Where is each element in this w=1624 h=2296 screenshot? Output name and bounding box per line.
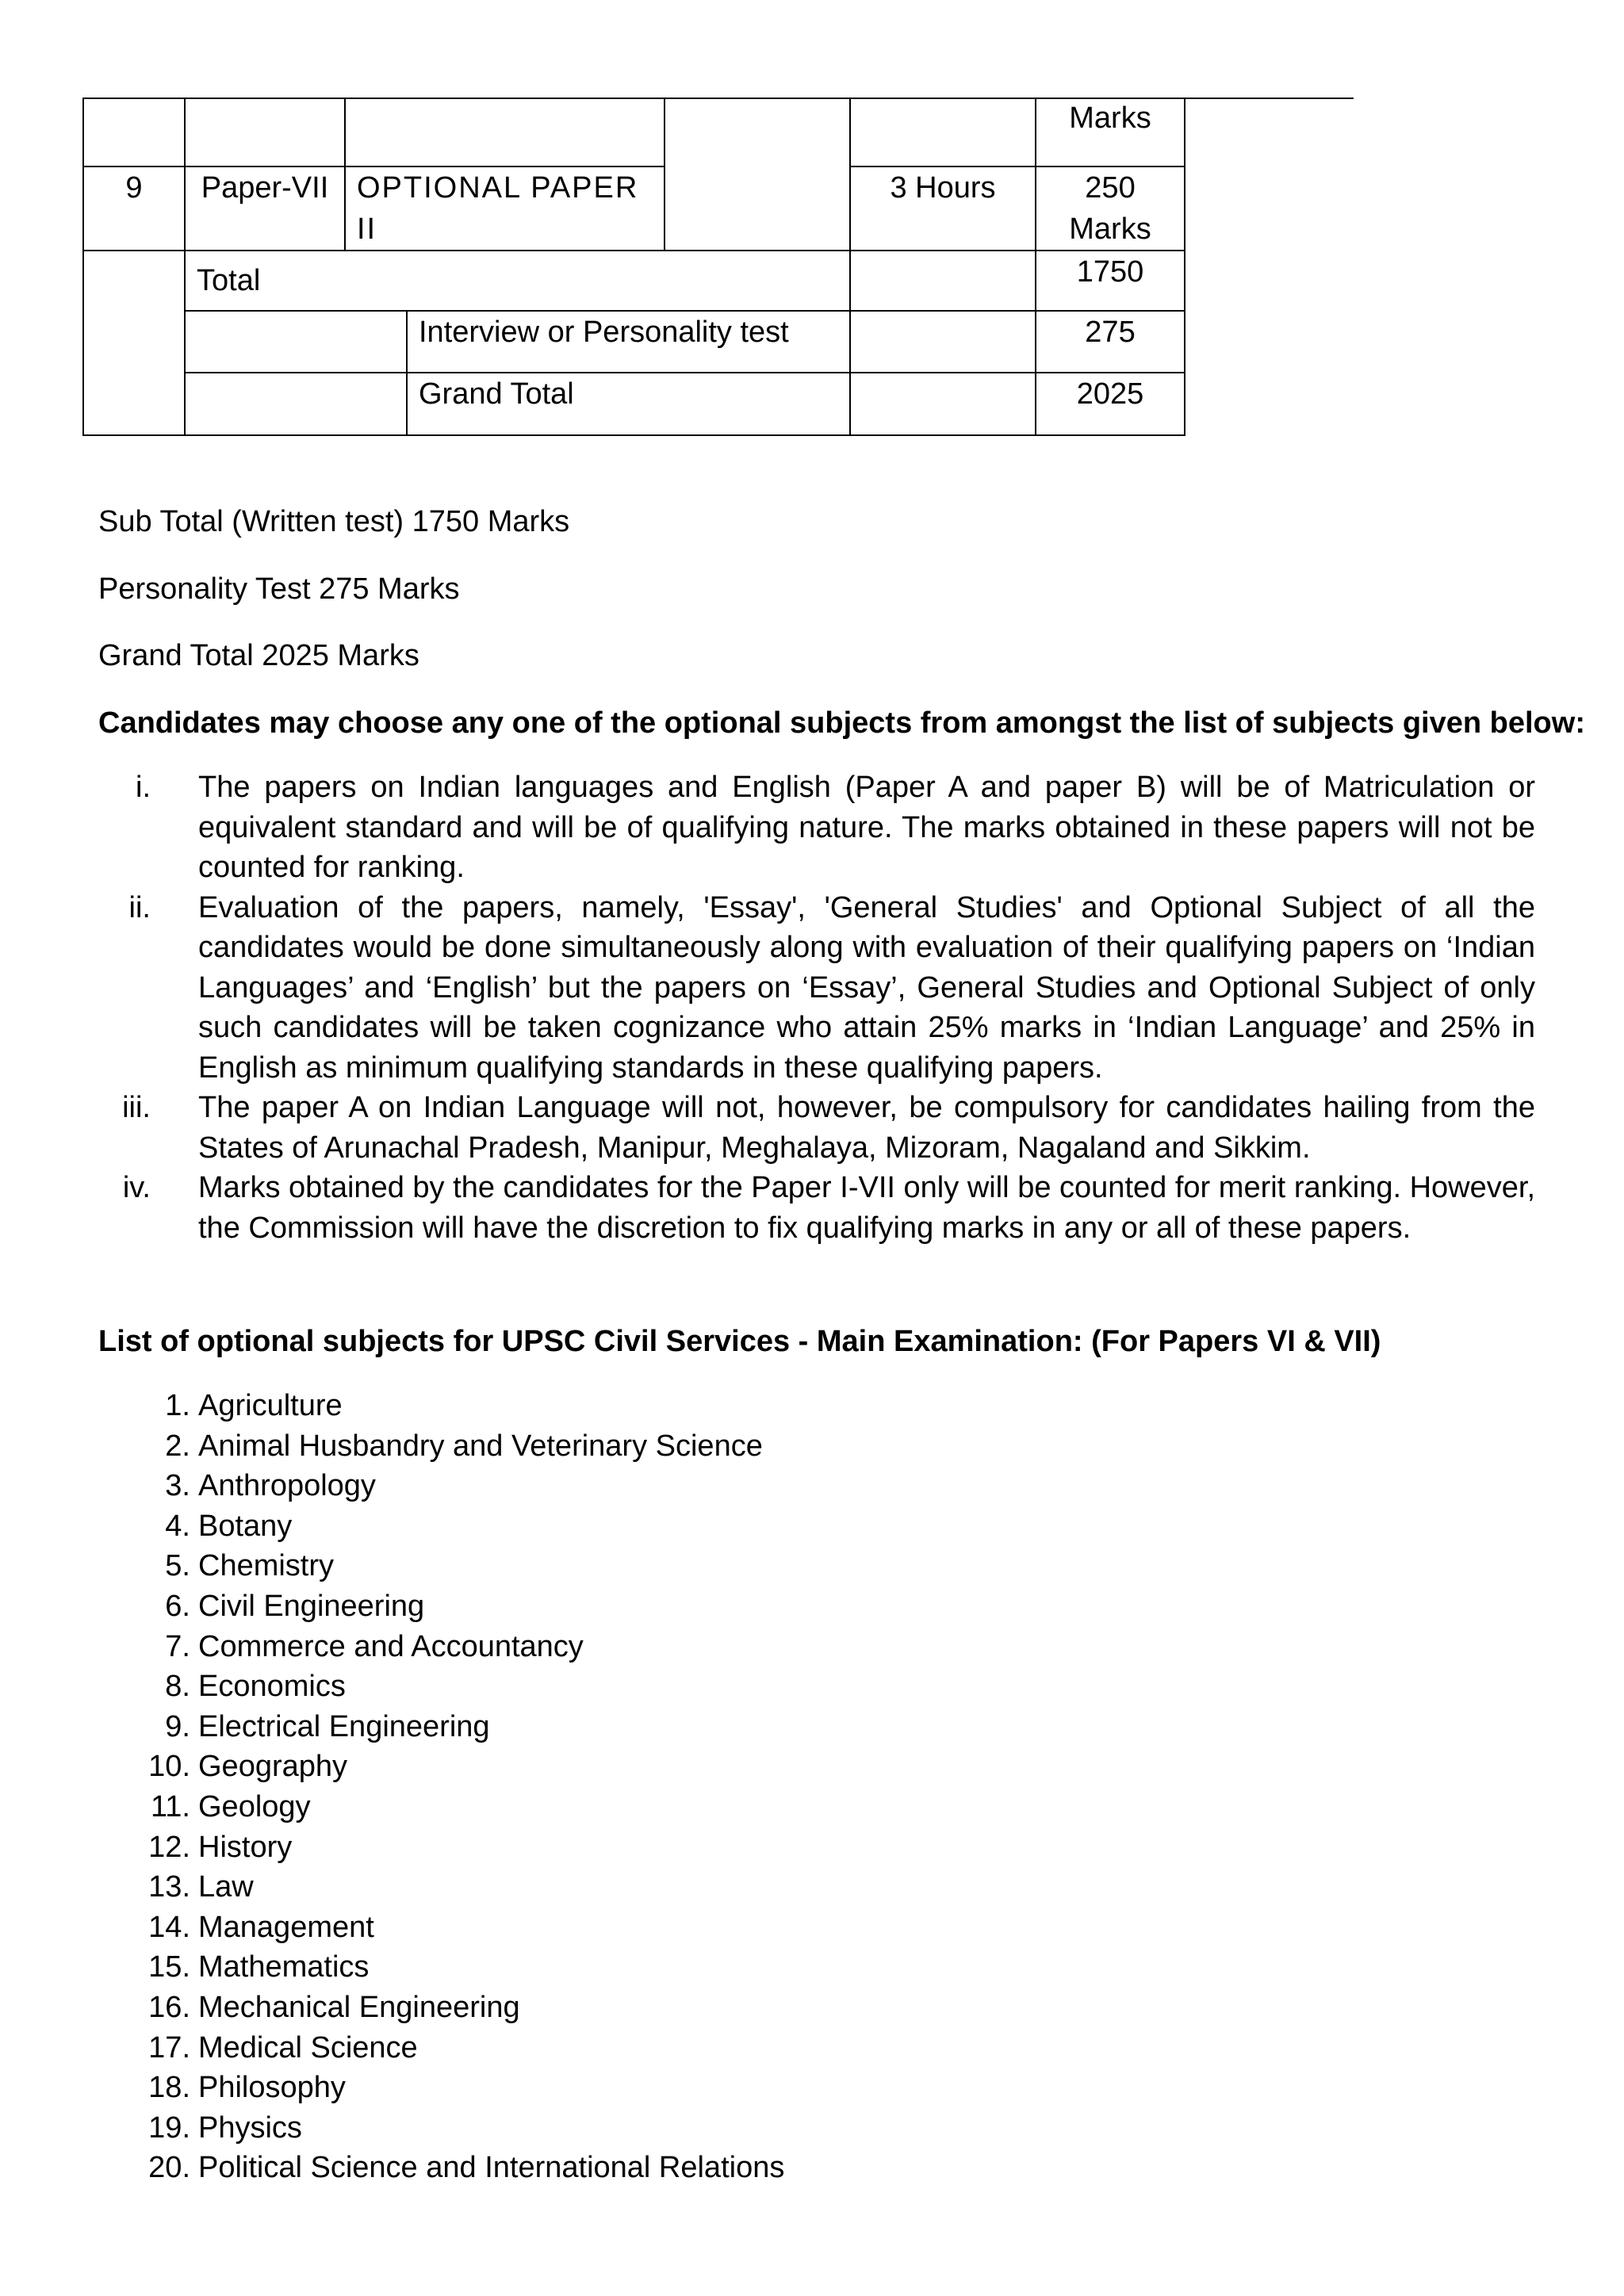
- subject-name: Anthropology: [198, 1469, 376, 1503]
- list-item: [98, 1787, 784, 1827]
- list-item: [98, 1426, 784, 1467]
- table-row: [83, 251, 1185, 311]
- list-item: [98, 1088, 1535, 1168]
- duration: 3 Hours: [850, 166, 1036, 251]
- list-item: [98, 1867, 784, 1908]
- list-item: [98, 1827, 784, 1868]
- table-cell: [185, 311, 407, 373]
- table-cell: [850, 98, 1036, 166]
- paper-name: Paper-VII: [185, 166, 345, 251]
- list-marker: 5.: [165, 1549, 190, 1583]
- list-marker: 6.: [165, 1589, 190, 1623]
- list-marker: 15.: [148, 1950, 190, 1984]
- optional-subjects-heading: Candidates may choose any one of the optional subjects from amongst the list of subjects given below:: [98, 706, 1585, 740]
- list-marker: 13.: [148, 1870, 190, 1904]
- marks-cell: Marks: [1036, 98, 1185, 166]
- subject-name: Animal Husbandry and Veterinary Science: [198, 1429, 763, 1463]
- optional-subjects-list: [98, 1386, 784, 2188]
- subject-name: Mechanical Engineering: [198, 1990, 520, 2024]
- list-item: [98, 1506, 784, 1547]
- list-item: [98, 1988, 784, 2028]
- list-item: [98, 1168, 1535, 1248]
- subject-name: Political Science and International Relations: [198, 2151, 785, 2185]
- list-marker: 10.: [148, 1750, 190, 1784]
- table-cell: [83, 251, 185, 435]
- list-marker: ii.: [128, 890, 151, 924]
- table-cell: [665, 98, 850, 251]
- list-item: [98, 1947, 784, 1988]
- list-item: [98, 1667, 784, 1707]
- marks-cell: 250 Marks: [1036, 166, 1185, 251]
- list-item: [98, 1546, 784, 1586]
- list-marker: 16.: [148, 1990, 190, 2024]
- subject-name: Philosophy: [198, 2071, 346, 2105]
- note-text: The papers on Indian languages and English (Paper A and paper B) will be of Matriculation or equivalent standard and will be of qualifying nature. The marks obtained in these papers will not be counted for ranking.: [198, 771, 1535, 884]
- subject-name: Economics: [198, 1670, 346, 1704]
- notes-list: [98, 767, 1535, 1248]
- table-row: [83, 311, 1185, 373]
- list-item: [98, 2028, 784, 2068]
- list-marker: 8.: [165, 1670, 190, 1704]
- subject-name: OPTIONAL PAPER II: [345, 166, 665, 251]
- table-cell: [83, 98, 185, 166]
- list-marker: 3.: [165, 1469, 190, 1503]
- list-item: [98, 1386, 784, 1426]
- subject-name: History: [198, 1830, 293, 1864]
- sub-total-line: Sub Total (Written test) 1750 Marks: [98, 505, 570, 538]
- interview-label: Interview or Personality test: [407, 311, 850, 373]
- table-cell: [850, 311, 1036, 373]
- list-item: [98, 1707, 784, 1747]
- list-marker: 19.: [148, 2110, 190, 2145]
- grand-total-label: Grand Total: [407, 373, 850, 435]
- subject-name: Geography: [198, 1750, 348, 1784]
- subjects-list-heading: List of optional subjects for UPSC Civil Services - Main Examination: (For Papers VI & VII): [98, 1325, 1381, 1358]
- list-marker: 18.: [148, 2071, 190, 2105]
- grand-total-marks: 2025: [1036, 373, 1185, 435]
- serial-number: 9: [83, 166, 185, 251]
- table-row: [83, 373, 1185, 435]
- list-marker: 9.: [165, 1709, 190, 1743]
- list-marker: 20.: [148, 2151, 190, 2185]
- note-text: Marks obtained by the candidates for the Paper I-VII only will be counted for merit ranking. However, the Commission will have the discretion to fix qualifying marks in any or all of these papers.: [198, 1171, 1535, 1245]
- list-item: [98, 1627, 784, 1667]
- subject-name: Mathematics: [198, 1950, 370, 1984]
- list-item: [98, 767, 1535, 888]
- list-item: [98, 1466, 784, 1506]
- table-row: [83, 98, 1185, 166]
- subject-name: Commerce and Accountancy: [198, 1629, 584, 1663]
- list-marker: iii.: [122, 1091, 151, 1124]
- subject-name: Geology: [198, 1789, 311, 1823]
- table-cell: [185, 373, 407, 435]
- note-text: The paper A on Indian Language will not, however, be compulsory for candidates hailing from the States of Arunachal Pradesh, Manipur, Meghalaya, Mizoram, Nagaland and Sikkim.: [198, 1091, 1535, 1165]
- subject-name: Civil Engineering: [198, 1589, 425, 1623]
- list-marker: i.: [136, 771, 151, 804]
- list-marker: iv.: [122, 1171, 151, 1204]
- list-marker: 2.: [165, 1429, 190, 1463]
- list-marker: 11.: [150, 1789, 190, 1823]
- list-item: [98, 2068, 784, 2108]
- total-label: Total: [185, 251, 850, 311]
- subject-name: Agriculture: [198, 1389, 343, 1422]
- list-item: [98, 1908, 784, 1948]
- list-marker: 7.: [165, 1629, 190, 1663]
- table-row: [83, 166, 1185, 251]
- subject-name: Law: [198, 1870, 254, 1904]
- subject-name: Medical Science: [198, 2030, 418, 2064]
- list-item: [98, 1586, 784, 1627]
- list-marker: 1.: [165, 1389, 190, 1422]
- subject-name: Chemistry: [198, 1549, 335, 1583]
- subject-name: Management: [198, 1910, 374, 1944]
- subject-name: Electrical Engineering: [198, 1709, 490, 1743]
- list-item: [98, 2148, 784, 2188]
- table-cell: [850, 251, 1036, 311]
- table-cell: [850, 373, 1036, 435]
- list-marker: 14.: [148, 1910, 190, 1944]
- list-item: [98, 888, 1535, 1089]
- table-cell: [185, 98, 345, 166]
- list-marker: 12.: [148, 1830, 190, 1864]
- list-item: [98, 1747, 784, 1787]
- total-marks: 1750: [1036, 251, 1185, 311]
- table-cell: [345, 98, 665, 166]
- note-text: Evaluation of the papers, namely, 'Essay', 'General Studies' and Optional Subject of all the candidates would be done simultaneously along with evaluation of their qualifying papers on ‘Indian Languages’ and ‘English’ but the papers on ‘Essay’, General Studies and Optional Subject of only such candidates will be taken cognizance who attain 25% marks in ‘Indian Language’ and 25% in English as minimum qualifying standards in these qualifying papers.: [198, 890, 1535, 1085]
- subject-name: Physics: [198, 2110, 302, 2145]
- subject-name: Botany: [198, 1509, 293, 1543]
- interview-marks: 275: [1036, 311, 1185, 373]
- list-marker: 17.: [148, 2030, 190, 2064]
- marks-table: [82, 98, 1185, 436]
- list-marker: 4.: [165, 1509, 190, 1543]
- grand-total-line: Grand Total 2025 Marks: [98, 639, 419, 672]
- list-item: [98, 2108, 784, 2149]
- personality-test-line: Personality Test 275 Marks: [98, 572, 460, 606]
